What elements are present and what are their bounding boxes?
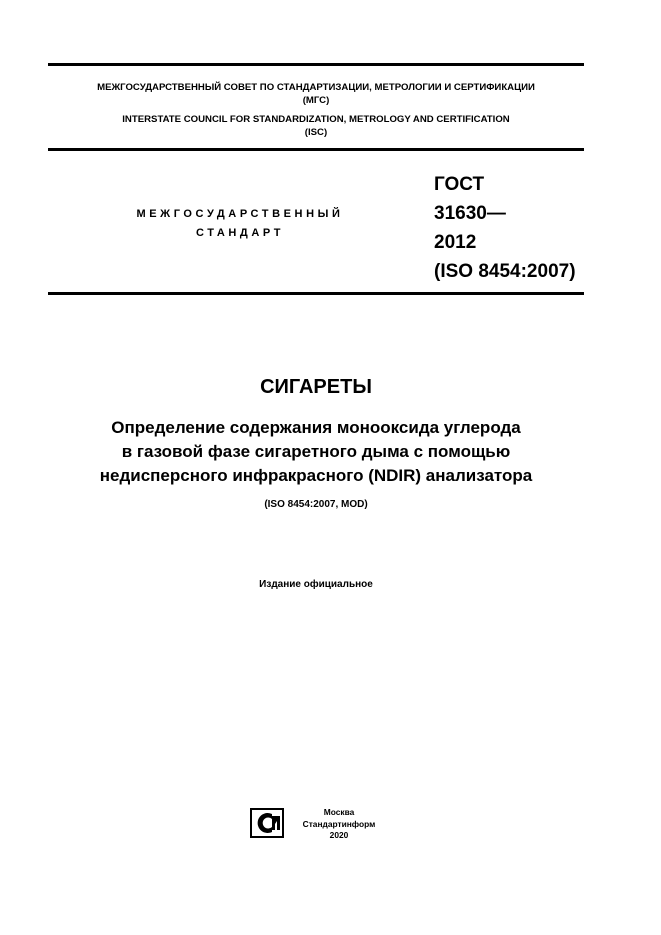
gost-number: 31630— bbox=[434, 203, 506, 224]
publisher-name: Стандартинформ bbox=[302, 818, 376, 829]
publisher-city: Москва bbox=[323, 807, 355, 817]
iso-reference: (ISO 8454:2007, MOD) bbox=[264, 499, 368, 510]
publication-year: 2020 bbox=[329, 830, 349, 840]
council-name-ru bbox=[48, 81, 584, 107]
middle-rule bbox=[48, 148, 584, 151]
council-name-en-line1: INTERSTATE COUNCIL FOR STANDARDIZATION, METROLOGY AND CERTIFICATION bbox=[122, 114, 510, 125]
gost-iso-equivalent: (ISO 8454:2007) bbox=[434, 261, 576, 282]
council-abbrev-ru: (МГС) bbox=[302, 95, 330, 106]
standard-type-line2: СТАНДАРТ bbox=[195, 227, 285, 239]
edition-label: Издание официальное bbox=[259, 579, 373, 590]
document-subtitle bbox=[40, 416, 592, 488]
lower-rule bbox=[48, 292, 584, 295]
publisher-block bbox=[296, 807, 382, 842]
gost-year: 2012 bbox=[434, 232, 477, 253]
standartinform-logo-icon bbox=[250, 808, 284, 838]
document-title: СИГАРЕТЫ bbox=[260, 376, 372, 398]
standard-type-line1: МЕЖГОСУДАРСТВЕННЫЙ bbox=[136, 208, 344, 220]
gost-designation bbox=[434, 170, 576, 286]
subtitle-line2: в газовой фазе сигаретного дыма с помощью bbox=[121, 442, 511, 461]
standard-type-label bbox=[95, 205, 385, 243]
council-abbrev-en: (ISC) bbox=[304, 127, 328, 138]
top-rule bbox=[48, 63, 584, 66]
council-name-en bbox=[48, 113, 584, 139]
council-name-ru-line1: МЕЖГОСУДАРСТВЕННЫЙ СОВЕТ ПО СТАНДАРТИЗАЦИИ, МЕТРОЛОГИИ И СЕРТИФИКАЦИИ bbox=[97, 82, 535, 93]
gost-prefix: ГОСТ bbox=[434, 174, 485, 195]
subtitle-line3: недисперсного инфракрасного (NDIR) анализатора bbox=[99, 466, 533, 485]
subtitle-line1: Определение содержания монооксида углерода bbox=[111, 418, 521, 437]
